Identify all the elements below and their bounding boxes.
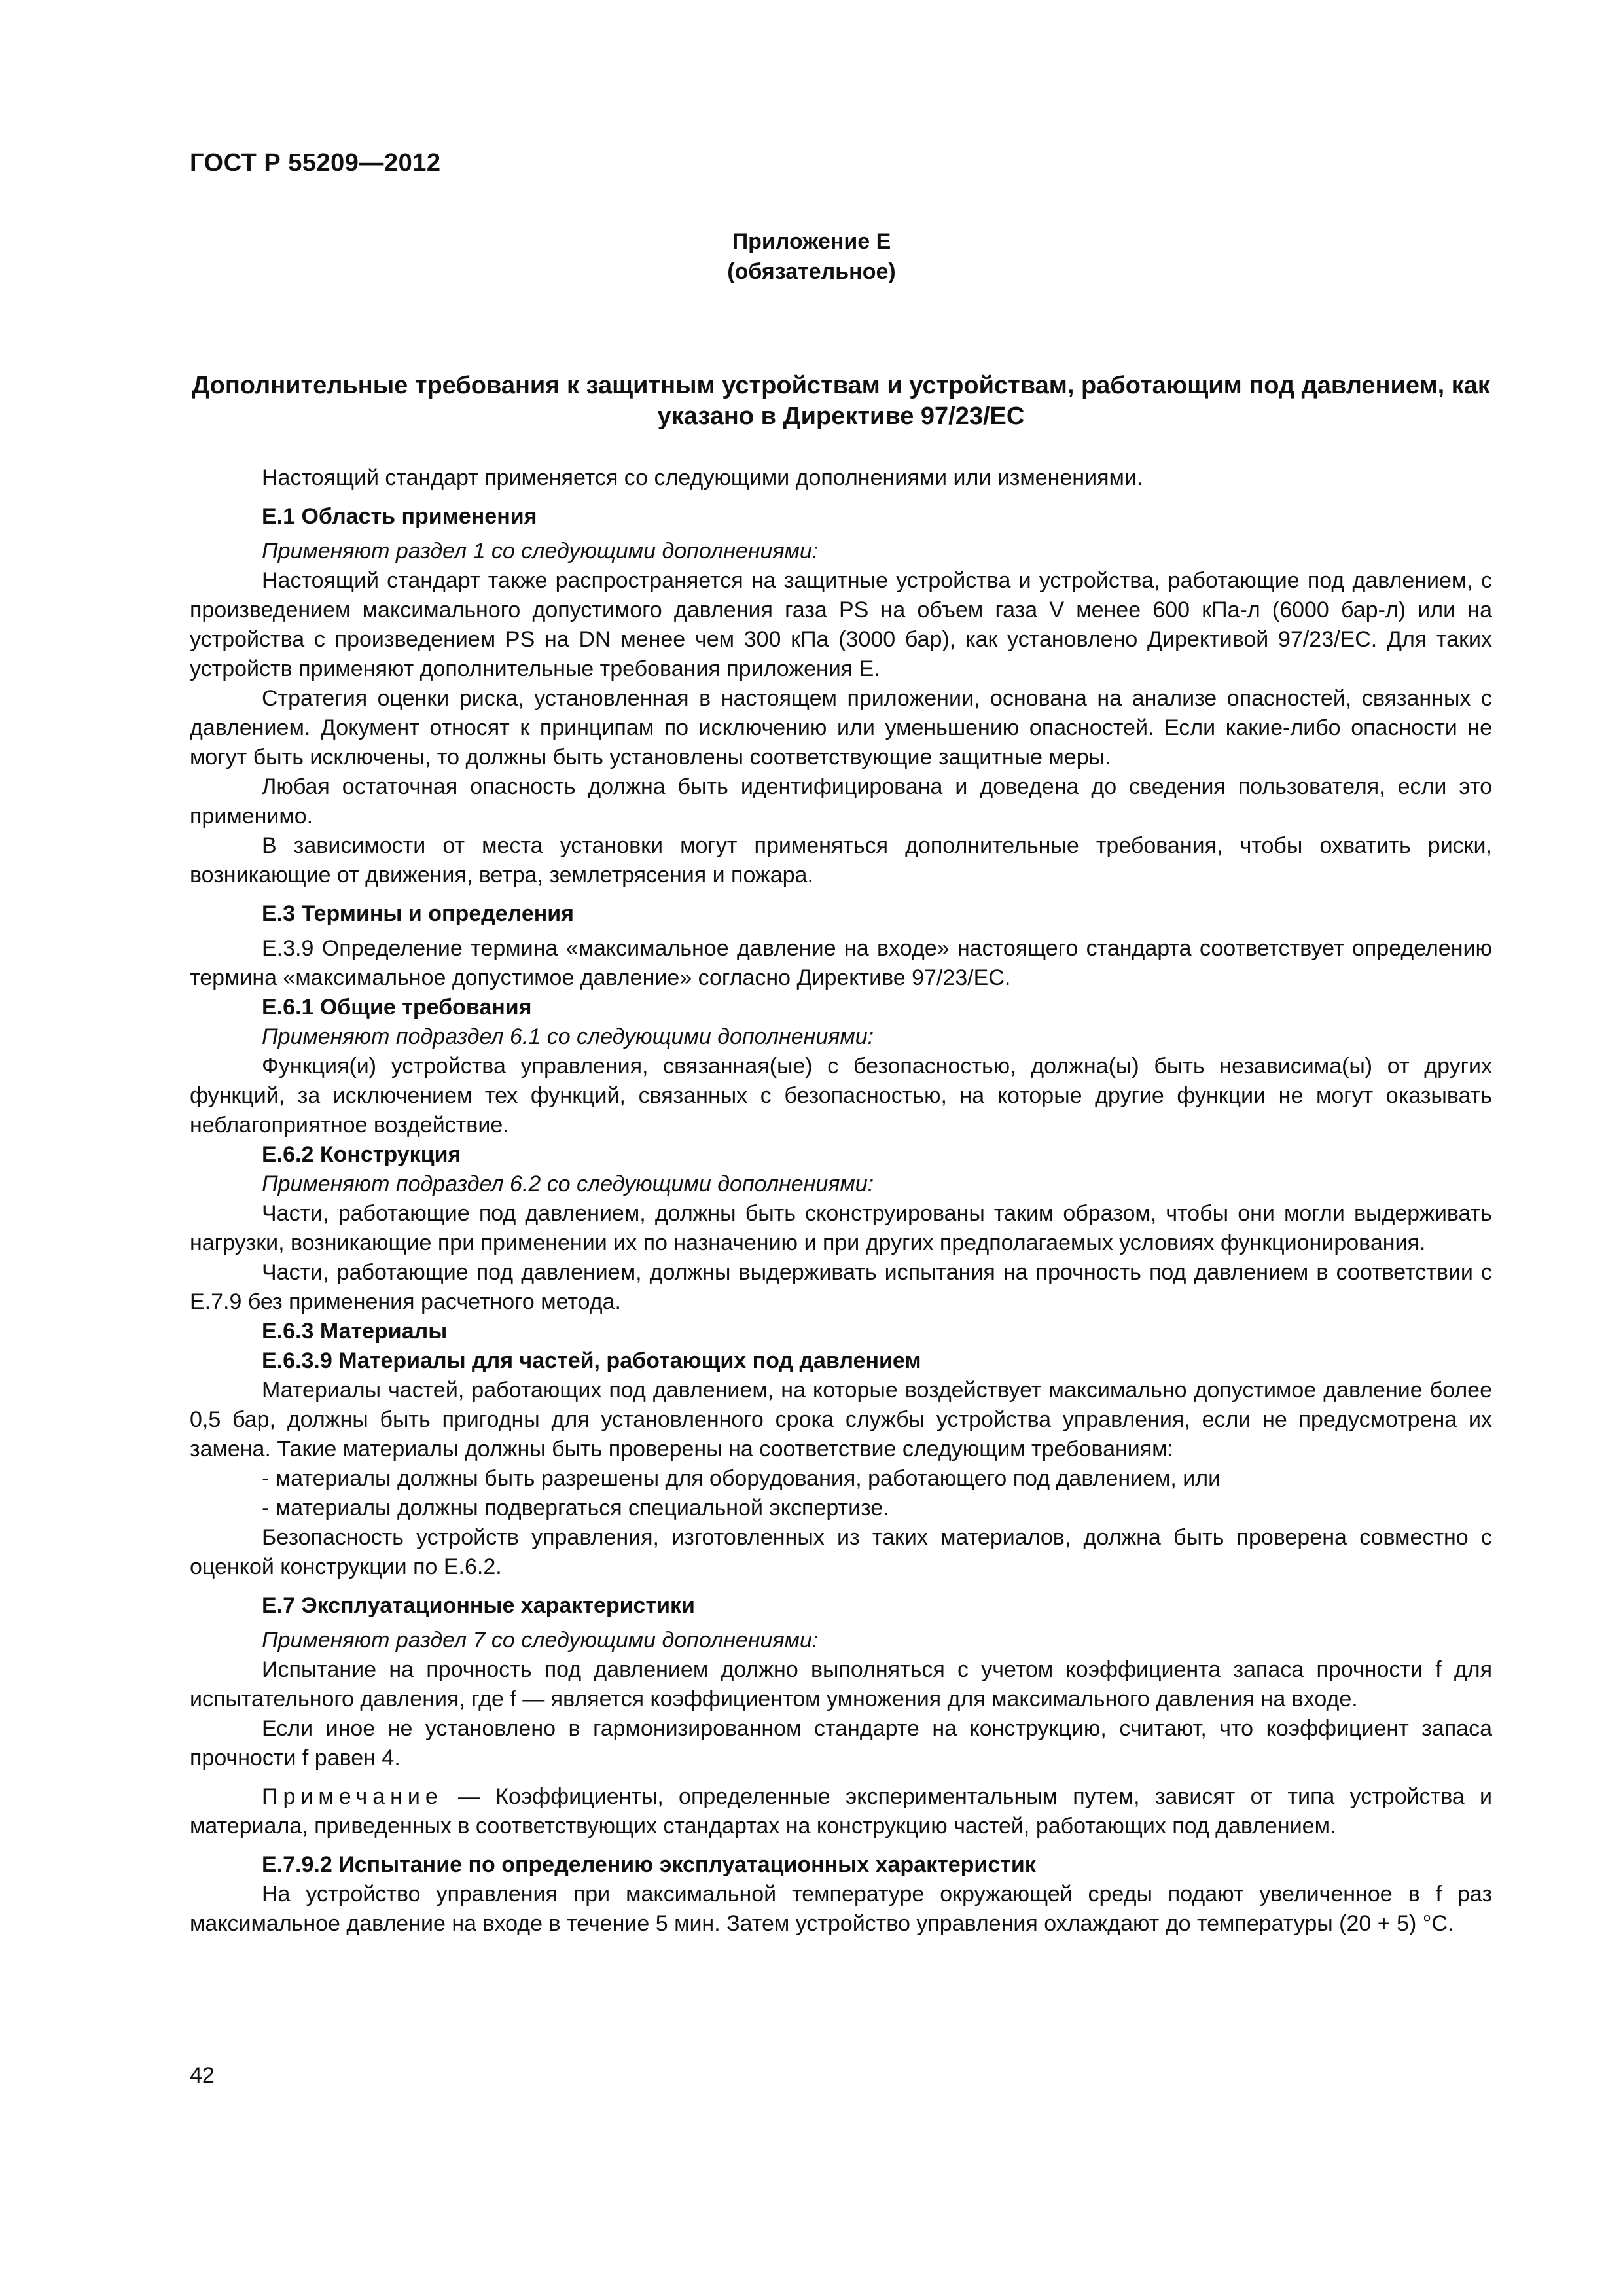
e62-lead: Применяют подраздел 6.2 со следующими дополнениями:	[262, 1172, 874, 1196]
e7-paragraph-1: Испытание на прочность под давлением должно выполняться с учетом коэффициента запаса прочности f для испытательного давления, где f — является коэффициентом умножения для максимального давления на входе.	[190, 1657, 1492, 1712]
section-heading-e7: Е.7 Эксплуатационные характеристики	[262, 1593, 695, 1618]
annex-title: Приложение Е	[732, 229, 891, 254]
e639-paragraph-2: Безопасность устройств управления, изготовленных из таких материалов, должна быть проверена совместно с оценкой конструкции по Е.6.2.	[190, 1525, 1492, 1579]
e1-paragraph-3: Любая остаточная опасность должна быть идентифицирована и доведена до сведения пользователя, если это применимо.	[190, 774, 1492, 829]
section-heading-e639: Е.6.3.9 Материалы для частей, работающих под давлением	[262, 1348, 921, 1373]
annex-block	[0, 226, 1623, 287]
e639-list-item-1: - материалы должны быть разрешены для оборудования, работающего под давлением, или	[262, 1466, 1221, 1491]
e3-paragraph-1: Е.3.9 Определение термина «максимальное давление на входе» настоящего стандарта соответствует определению термина «максимальное допустимое давление» согласно Директиве 97/23/ЕС.	[190, 936, 1492, 990]
page-number: 42	[190, 2063, 215, 2088]
e1-paragraph-2: Стратегия оценки риска, установленная в настоящем приложении, основана на анализе опасностей, связанных с давлением. Документ относят к принципам по исключению или уменьшению опасностей. Если какие-либо опасности не могут быть исключены, то должны быть установлены соответствующие защитные меры.	[190, 686, 1492, 770]
intro-paragraph: Настоящий стандарт применяется со следующими дополнениями или изменениями.	[262, 465, 1143, 490]
e7-lead: Применяют раздел 7 со следующими дополнениями:	[262, 1628, 819, 1653]
e61-paragraph-1: Функция(и) устройства управления, связанная(ые) с безопасностью, должна(ы) быть независима(ы) от других функций, за исключением тех функций, связанных с безопасностью, на которые другие функции не могут оказывать неблагоприятное воздействие.	[190, 1054, 1492, 1138]
note-label: Примечание	[262, 1784, 443, 1809]
e1-paragraph-4: В зависимости от места установки могут применяться дополнительные требования, чтобы охватить риски, возникающие от движения, ветра, землетрясения и пожара.	[190, 833, 1492, 888]
e639-paragraph-1: Материалы частей, работающих под давлением, на которые воздействует максимально допустимое давление более 0,5 бар, должны быть пригодны для установленного срока службы устройства управления, если не предусмотрена их замена. Такие материалы должны быть проверены на соответствие следующим требованиям:	[190, 1378, 1492, 1462]
section-heading-e62: Е.6.2 Конструкция	[262, 1142, 461, 1167]
section-heading-e3: Е.3 Термины и определения	[262, 901, 575, 926]
note-text: — Коэффициенты, определенные экспериментальным путем, зависят от типа устройства и материала, приведенных в соответствующих стандартах на конструкцию частей, работающих под давлением.	[190, 1784, 1492, 1839]
e639-list-item-2: - материалы должны подвергаться специальной экспертизе.	[262, 1496, 889, 1520]
document-body	[190, 463, 1492, 1939]
standard-code: ГОСТ Р 55209—2012	[190, 149, 441, 177]
e7-note	[190, 1782, 1492, 1841]
e792-paragraph-1: На устройство управления при максимальной температуре окружающей среды подают увеличенное в f раз максимальное давление на входе в течение 5 мин. Затем устройство управления охлаждают до температуры (20 + 5) °С.	[190, 1882, 1492, 1936]
e1-lead: Применяют раздел 1 со следующими дополнениями:	[262, 539, 819, 564]
e61-lead: Применяют подраздел 6.1 со следующими дополнениями:	[262, 1024, 874, 1049]
section-heading-e63: Е.6.3 Материалы	[262, 1319, 448, 1344]
e7-paragraph-2: Если иное не установлено в гармонизированном стандарте на конструкцию, считают, что коэффициент запаса прочности f равен 4.	[190, 1716, 1492, 1770]
section-heading-e1: Е.1 Область применения	[262, 504, 537, 529]
annex-status: (обязательное)	[727, 259, 896, 284]
section-heading-e792: Е.7.9.2 Испытание по определению эксплуатационных характеристик	[262, 1852, 1036, 1877]
e62-paragraph-2: Части, работающие под давлением, должны выдерживать испытания на прочность под давлением в соответствии с Е.7.9 без применения расчетного метода.	[190, 1260, 1492, 1314]
e1-paragraph-1: Настоящий стандарт также распространяется на защитные устройства и устройства, работающие под давлением, с произведением максимального допустимого давления газа PS на объем газа V менее 600 кПа-л (6000 бар-л) или на устройства с произведением PS на DN менее чем 300 кПа (3000 бар), как установлено Директивой 97/23/ЕС. Для таких устройств применяют дополнительные требования приложения Е.	[190, 568, 1492, 681]
e62-paragraph-1: Части, работающие под давлением, должны быть сконструированы таким образом, чтобы они могли выдерживать нагрузки, возникающие при применении их по назначению и при других предполагаемых условиях функционирования.	[190, 1201, 1492, 1255]
section-heading-e61: Е.6.1 Общие требования	[262, 995, 532, 1020]
main-title: Дополнительные требования к защитным устройствам и устройствам, работающим под давлением, как указано в Директиве 97/23/ЕС	[192, 372, 1490, 430]
